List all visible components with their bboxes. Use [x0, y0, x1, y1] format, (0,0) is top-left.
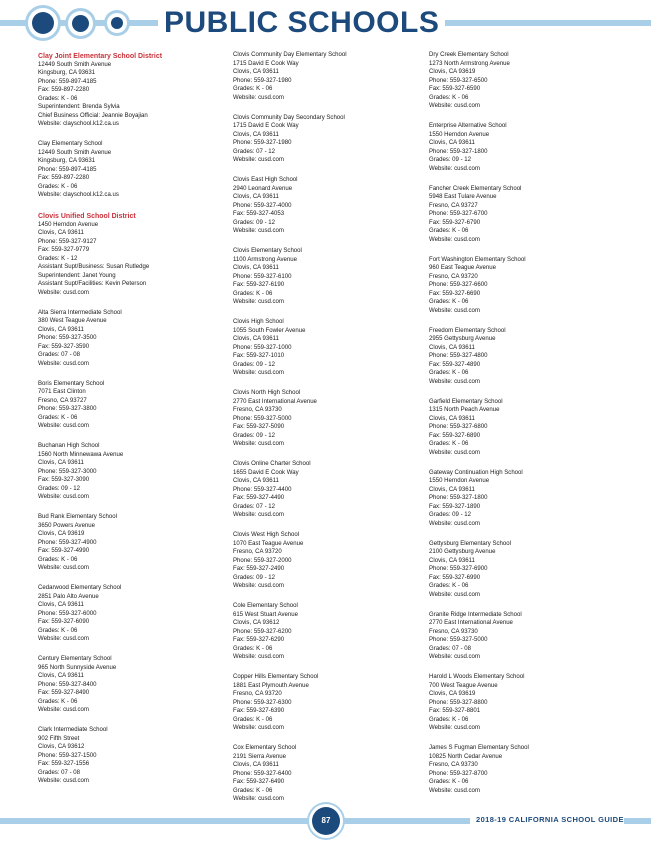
- school-name: Enterprise Alternative School: [429, 122, 507, 129]
- entry-detail-line: Phone: 559-327-9127: [38, 237, 97, 245]
- entry-detail-line: Fresno, CA 93730: [429, 761, 478, 768]
- entry-detail-line: Website: clayschool.k12.ca.us: [38, 120, 119, 127]
- entry-detail-line: Fax: 559-327-2490: [233, 565, 285, 572]
- entry-detail-line: Kingsburg, CA 93631: [38, 157, 96, 164]
- entry-detail-line: Fax: 559-327-6190: [233, 281, 285, 288]
- entry-detail-line: Fax: 559-897-2280: [38, 86, 90, 93]
- school-name: Clovis Elementary School: [233, 247, 302, 254]
- entry-detail-line: 700 West Teague Avenue: [429, 681, 498, 689]
- entry-detail-line: Fresno, CA 93730: [233, 406, 282, 413]
- entry-detail-line: 380 West Teague Avenue: [38, 317, 107, 324]
- entry-detail-line: Clovis, CA 93611: [233, 193, 279, 200]
- school-name: Clovis West High School: [233, 531, 300, 538]
- entry-detail-line: Phone: 559-327-6600: [429, 281, 488, 288]
- district-name: Clovis Unified School District: [38, 211, 136, 220]
- entry-detail-line: Phone: 559-327-4800: [429, 352, 488, 359]
- entry-detail-line: Phone: 559-327-5000: [233, 414, 292, 422]
- entry-detail-line: Clovis, CA 93611: [38, 459, 84, 466]
- entry-detail-line: Fax: 559-327-1010: [233, 352, 285, 359]
- entry-detail-line: Website: cusd.com: [429, 653, 480, 660]
- entry-detail-line: 1055 South Fowler Avenue: [233, 326, 306, 334]
- school-name: Alta Sierra Intermediate School: [38, 308, 122, 316]
- entry-detail-line: Website: cusd.com: [38, 359, 89, 367]
- entry-detail-line: Grades: K - 06: [233, 715, 273, 723]
- school-entry: [38, 140, 228, 200]
- school-entry: [233, 673, 423, 733]
- entry-detail-line: Superintendent: Janet Young: [38, 271, 116, 279]
- header-dot-large: [32, 12, 54, 34]
- entry-detail-line: Fax: 559-327-6090: [38, 618, 90, 625]
- school-name: Clovis Community Day Secondary School: [233, 113, 345, 121]
- entry-detail-line: Fax: 559-327-6690: [429, 289, 481, 297]
- entry-detail-line: Fresno, CA 93727: [38, 396, 87, 404]
- school-entry: [233, 114, 423, 165]
- entry-detail-line: Chief Business Official: Jeannie Boyajian: [38, 111, 148, 119]
- entry-detail-line: Grades: K - 06: [429, 778, 469, 785]
- district-name: Clay Joint Elementary School District: [38, 51, 163, 60]
- entry-detail-line: Website: cusd.com: [38, 564, 89, 571]
- entry-detail-line: Phone: 559-327-1800: [429, 147, 488, 155]
- entry-detail-line: Kingsburg, CA 93631: [38, 69, 96, 76]
- entry-detail-line: Phone: 559-327-1800: [429, 494, 488, 501]
- entry-detail-line: Website: cusd.com: [233, 227, 284, 234]
- entry-detail-line: Fax: 559-327-4990: [38, 547, 90, 554]
- entry-detail-line: Website: cusd.com: [38, 493, 89, 500]
- entry-detail-line: 965 North Sunnyside Avenue: [38, 663, 117, 671]
- entry-detail-line: 1550 Herndon Avenue: [429, 130, 490, 138]
- column-1: [38, 51, 228, 797]
- school-name: Cedarwood Elementary School: [38, 584, 122, 591]
- entry-detail-line: Fax: 559-327-3090: [38, 476, 90, 483]
- entry-detail-line: Phone: 559-327-2000: [233, 556, 292, 564]
- entry-detail-line: Website: cusd.com: [233, 511, 284, 518]
- school-name: Cox Elementary School: [233, 744, 297, 751]
- entry-detail-line: Clovis, CA 93611: [429, 556, 475, 564]
- school-name: Copper Hills Elementary School: [233, 673, 319, 680]
- entry-detail-line: Fax: 559-897-2280: [38, 174, 90, 181]
- entry-detail-line: 1100 Armstrong Avenue: [233, 255, 297, 263]
- school-name: Buchanan High School: [38, 442, 100, 449]
- entry-detail-line: Clovis, CA 93612: [233, 619, 280, 626]
- entry-detail-line: Phone: 559-327-6100: [233, 272, 292, 280]
- page-number: 87: [312, 807, 340, 835]
- entry-detail-line: Clovis, CA 93611: [38, 601, 84, 608]
- entry-detail-line: Fresno, CA 93727: [429, 201, 478, 209]
- school-entry: [233, 51, 423, 102]
- entry-detail-line: Clovis, CA 93612: [38, 743, 85, 750]
- footer-rule-right: [340, 818, 470, 824]
- guide-title: 2018-19 CALIFORNIA SCHOOL GUIDE: [476, 815, 624, 824]
- entry-detail-line: Website: cusd.com: [38, 422, 89, 429]
- entry-detail-line: Clovis, CA 93611: [38, 325, 84, 333]
- entry-detail-line: 1655 David E Cook Way: [233, 468, 299, 476]
- page-title: PUBLIC SCHOOLS: [158, 6, 445, 40]
- entry-detail-line: 615 West Stuart Avenue: [233, 610, 298, 618]
- entry-detail-line: Fax: 559-327-6790: [429, 218, 481, 226]
- column-2: [233, 51, 423, 815]
- entry-detail-line: Website: cusd.com: [38, 777, 89, 784]
- entry-detail-line: 1273 North Armstrong Avenue: [429, 59, 510, 67]
- entry-detail-line: 2770 East International Avenue: [233, 397, 317, 405]
- entry-detail-line: 1315 North Peach Avenue: [429, 406, 500, 413]
- entry-detail-line: Grades: K - 06: [38, 697, 78, 705]
- school-entry: [233, 176, 423, 236]
- school-entry: [38, 655, 228, 715]
- entry-detail-line: Phone: 559-327-6800: [429, 423, 488, 430]
- school-name: Fort Washington Elementary School: [429, 255, 526, 263]
- entry-detail-line: Phone: 559-327-1500: [38, 751, 97, 759]
- entry-detail-line: Website: cusd.com: [429, 235, 480, 243]
- entry-detail-line: Grades: K - 06: [38, 413, 78, 421]
- entry-detail-line: Fax: 559-327-8801: [429, 707, 481, 714]
- entry-detail-line: 12449 South Smith Avenue: [38, 148, 112, 156]
- school-entry: [429, 469, 619, 529]
- entry-detail-line: Fax: 559-327-6490: [233, 778, 285, 785]
- entry-detail-line: Fax: 559-327-9779: [38, 246, 90, 253]
- entry-detail-line: 1070 East Teague Avenue: [233, 539, 304, 547]
- entry-detail-line: Website: cusd.com: [233, 440, 284, 447]
- entry-detail-line: Fax: 559-327-6590: [429, 85, 481, 92]
- entry-detail-line: Grades: K - 06: [429, 93, 469, 101]
- school-entry: [429, 398, 619, 458]
- entry-detail-line: 1715 David E Cook Way: [233, 122, 299, 129]
- school-name: Gettysburg Elementary School: [429, 539, 511, 547]
- school-entry: [233, 318, 423, 378]
- school-entry: [233, 602, 423, 662]
- entry-detail-line: Website: cusd.com: [233, 156, 284, 163]
- school-name: Freedom Elementary School: [429, 326, 506, 334]
- school-entry: [233, 247, 423, 307]
- entry-detail-line: Website: cusd.com: [429, 786, 480, 794]
- entry-detail-line: 1881 East Plymouth Avenue: [233, 681, 309, 689]
- entry-detail-line: Fax: 559-327-6990: [429, 573, 481, 581]
- entry-detail-line: Grades: 07 - 08: [38, 768, 81, 776]
- entry-detail-line: 1715 David E Cook Way: [233, 59, 299, 67]
- school-name: Boris Elementary School: [38, 379, 105, 387]
- entry-detail-line: 10825 North Cedar Avenue: [429, 752, 503, 760]
- entry-detail-line: Website: cusd.com: [233, 582, 284, 589]
- entry-detail-line: Phone: 559-327-5000: [429, 636, 488, 643]
- school-entry: [38, 584, 228, 644]
- entry-detail-line: Website: cusd.com: [233, 298, 284, 305]
- school-entry: [38, 513, 228, 573]
- entry-detail-line: Fax: 559-327-5090: [233, 423, 285, 430]
- school-name: Clovis North High School: [233, 389, 301, 396]
- entry-detail-line: Grades: 09 - 12: [233, 218, 276, 226]
- school-name: Gateway Continuation High School: [429, 468, 523, 476]
- entry-detail-line: Grades: K - 06: [429, 227, 469, 234]
- entry-detail-line: Assistant Supt/Business: Susan Rutledge: [38, 263, 150, 270]
- entry-detail-line: Phone: 559-327-8700: [429, 769, 488, 777]
- entry-detail-line: Phone: 559-327-3000: [38, 467, 97, 475]
- entry-detail-line: 5948 East Tulare Avenue: [429, 193, 497, 200]
- entry-detail-line: Clovis, CA 93611: [233, 477, 279, 484]
- entry-detail-line: Website: cusd.com: [429, 306, 480, 314]
- entry-detail-line: Website: cusd.com: [429, 519, 480, 527]
- district-entry: [38, 211, 228, 297]
- entry-detail-line: Phone: 559-897-4185: [38, 77, 97, 85]
- entry-detail-line: Fax: 559-327-4053: [233, 210, 285, 217]
- entry-detail-line: Clovis, CA 93611: [233, 264, 279, 271]
- school-entry: [429, 327, 619, 387]
- school-entry: [38, 309, 228, 369]
- entry-detail-line: Grades: K - 06: [429, 369, 469, 376]
- entry-detail-line: 7071 East Clinton: [38, 388, 86, 395]
- entry-detail-line: Fax: 559-327-4490: [233, 494, 285, 501]
- school-name: Clovis High School: [233, 318, 284, 325]
- entry-detail-line: Website: cusd.com: [233, 369, 284, 376]
- school-name: Dry Creek Elementary School: [429, 51, 509, 58]
- entry-detail-line: Fax: 559-327-6290: [233, 636, 285, 643]
- school-entry: [429, 51, 619, 111]
- entry-detail-line: Phone: 559-897-4185: [38, 165, 97, 173]
- entry-detail-line: Phone: 559-327-6300: [233, 698, 292, 706]
- entry-detail-line: Website: cusd.com: [429, 102, 480, 109]
- school-entry: [429, 540, 619, 600]
- entry-detail-line: Fresno, CA 93730: [429, 627, 478, 635]
- entry-detail-line: Website: cusd.com: [233, 93, 284, 101]
- entry-detail-line: Clovis, CA 93611: [233, 68, 279, 75]
- entry-detail-line: Website: cusd.com: [233, 653, 284, 660]
- entry-detail-line: Phone: 559-327-6400: [233, 769, 292, 777]
- entry-detail-line: Website: cusd.com: [38, 706, 89, 713]
- school-name: Clovis East High School: [233, 176, 298, 183]
- entry-detail-line: Clovis, CA 93611: [429, 485, 475, 493]
- entry-detail-line: Grades: K - 06: [429, 298, 469, 305]
- entry-detail-line: Clovis, CA 93611: [233, 335, 279, 342]
- entry-detail-line: Clovis, CA 93611: [233, 761, 279, 768]
- entry-detail-line: Website: cusd.com: [429, 164, 480, 172]
- entry-detail-line: Grades: K - 06: [38, 182, 78, 190]
- school-name: Garfield Elementary School: [429, 397, 503, 405]
- entry-detail-line: Phone: 559-327-6200: [233, 627, 292, 635]
- entry-detail-line: Grades: K - 06: [38, 94, 78, 102]
- entry-detail-line: Clovis, CA 93611: [429, 343, 475, 351]
- entry-detail-line: Clovis, CA 93619: [429, 690, 476, 697]
- entry-detail-line: Fax: 559-327-6890: [429, 431, 481, 439]
- school-name: Century Elementary School: [38, 655, 112, 662]
- footer-rule-end: [624, 818, 651, 824]
- entry-detail-line: Grades: 09 - 12: [429, 156, 472, 163]
- entry-detail-line: Grades: 07 - 08: [429, 644, 472, 652]
- entry-detail-line: Website: cusd.com: [233, 724, 284, 731]
- school-entry: [233, 744, 423, 804]
- entry-detail-line: Clovis, CA 93611: [38, 672, 84, 679]
- school-entry: [233, 389, 423, 449]
- entry-detail-line: Phone: 559-327-4900: [38, 538, 97, 546]
- entry-detail-line: Website: cusd.com: [429, 377, 480, 385]
- entry-detail-line: Fax: 559-327-8490: [38, 689, 90, 696]
- entry-detail-line: Phone: 559-327-6000: [38, 609, 97, 617]
- column-3: [429, 51, 619, 807]
- entry-detail-line: Grades: K - 06: [233, 289, 273, 297]
- footer-rule-left: [0, 818, 312, 824]
- entry-detail-line: Clovis, CA 93619: [38, 530, 85, 537]
- school-entry: [429, 122, 619, 173]
- entry-detail-line: Phone: 559-327-6900: [429, 565, 488, 572]
- header-dot-small: [111, 17, 123, 29]
- entry-detail-line: Grades: 09 - 12: [429, 511, 472, 518]
- entry-detail-line: Clovis, CA 93611: [429, 139, 475, 146]
- school-entry: [38, 380, 228, 431]
- entry-detail-line: Grades: 09 - 12: [38, 484, 81, 492]
- entry-detail-line: Phone: 559-327-1000: [233, 343, 292, 351]
- entry-detail-line: Phone: 559-327-8400: [38, 680, 97, 688]
- entry-detail-line: Phone: 559-327-3500: [38, 334, 97, 341]
- entry-detail-line: Grades: K - 06: [233, 786, 273, 794]
- school-name: Cole Elementary School: [233, 602, 298, 609]
- entry-detail-line: 3650 Powers Avenue: [38, 521, 96, 529]
- school-name: Granite Ridge Intermediate School: [429, 610, 522, 618]
- entry-detail-line: Grades: 07 - 12: [233, 502, 276, 510]
- school-entry: [38, 442, 228, 502]
- entry-detail-line: Grades: K - 06: [38, 626, 78, 634]
- entry-detail-line: Phone: 559-327-4400: [233, 485, 292, 493]
- entry-detail-line: Website: cusd.com: [429, 724, 480, 731]
- entry-detail-line: Fax: 559-327-4890: [429, 360, 481, 368]
- entry-detail-line: Phone: 559-327-1980: [233, 139, 292, 146]
- school-name: Clay Elementary School: [38, 140, 103, 147]
- entry-detail-line: 2940 Leonard Avenue: [233, 184, 293, 192]
- header-dot-medium: [72, 15, 89, 32]
- entry-detail-line: Website: cusd.com: [38, 635, 89, 642]
- school-entry: [429, 611, 619, 662]
- school-name: Bud Rank Elementary School: [38, 513, 117, 520]
- school-entry: [233, 460, 423, 520]
- entry-detail-line: Assistant Supt/Facilities: Kevin Peterson: [38, 280, 147, 287]
- entry-detail-line: Website: cusd.com: [429, 448, 480, 456]
- entry-detail-line: Phone: 559-327-4000: [233, 201, 292, 209]
- entry-detail-line: 2851 Palo Alto Avenue: [38, 592, 99, 600]
- entry-detail-line: Phone: 559-327-6700: [429, 210, 488, 217]
- entry-detail-line: 2955 Gettysburg Avenue: [429, 335, 496, 342]
- entry-detail-line: Fax: 559-327-1556: [38, 760, 90, 767]
- school-name: Clovis Online Charter School: [233, 460, 311, 467]
- school-entry: [38, 726, 228, 786]
- entry-detail-line: Grades: K - 06: [429, 440, 469, 447]
- entry-detail-line: Website: cusd.com: [233, 795, 284, 802]
- entry-detail-line: Clovis, CA 93611: [233, 130, 279, 138]
- entry-detail-line: Grades: 09 - 12: [233, 431, 276, 439]
- entry-detail-line: Grades: K - 06: [38, 555, 78, 563]
- entry-detail-line: 2770 East International Avenue: [429, 619, 513, 626]
- school-name: James S Fugman Elementary School: [429, 744, 529, 751]
- entry-detail-line: Fax: 559-327-3590: [38, 342, 90, 350]
- entry-detail-line: Fresno, CA 93720: [429, 272, 478, 280]
- entry-detail-line: Clovis, CA 93619: [429, 68, 476, 75]
- entry-detail-line: Superintendent: Brenda Sylvia: [38, 103, 120, 110]
- entry-detail-line: 2191 Sierra Avenue: [233, 752, 286, 760]
- entry-detail-line: 1550 Herndon Avenue: [429, 477, 490, 484]
- school-entry: [429, 185, 619, 245]
- school-entry: [429, 744, 619, 795]
- entry-detail-line: Website: clayschool.k12.ca.us: [38, 191, 119, 198]
- entry-detail-line: 1450 Herndon Avenue: [38, 220, 99, 228]
- entry-detail-line: Phone: 559-327-1980: [233, 76, 292, 84]
- entry-detail-line: Grades: K - 12: [38, 254, 78, 262]
- entry-detail-line: Grades: 07 - 12: [233, 147, 276, 155]
- entry-detail-line: 2100 Gettysburg Avenue: [429, 548, 496, 555]
- entry-detail-line: Fresno, CA 93720: [233, 690, 282, 697]
- entry-detail-line: Website: cusd.com: [429, 590, 480, 598]
- entry-detail-line: Phone: 559-327-8800: [429, 698, 488, 706]
- entry-detail-line: 12449 South Smith Avenue: [38, 60, 112, 68]
- entry-detail-line: Clovis, CA 93611: [429, 414, 475, 422]
- entry-detail-line: Fresno, CA 93720: [233, 548, 282, 555]
- school-name: Clovis Community Day Elementary School: [233, 51, 347, 58]
- entry-detail-line: 960 East Teague Avenue: [429, 264, 497, 271]
- school-name: Harold L Woods Elementary School: [429, 673, 525, 680]
- entry-detail-line: 902 Fifth Street: [38, 734, 80, 742]
- entry-detail-line: Fax: 559-327-6390: [233, 707, 285, 714]
- entry-detail-line: Phone: 559-327-6500: [429, 76, 488, 84]
- entry-detail-line: Grades: 09 - 12: [233, 573, 276, 581]
- school-entry: [233, 531, 423, 591]
- entry-detail-line: Grades: K - 06: [429, 715, 469, 723]
- entry-detail-line: Clovis, CA 93611: [38, 229, 84, 236]
- entry-detail-line: 1560 North Minnewawa Avenue: [38, 450, 124, 458]
- entry-detail-line: Phone: 559-327-3800: [38, 405, 97, 412]
- entry-detail-line: Fax: 559-327-1890: [429, 502, 481, 510]
- school-entry: [429, 673, 619, 733]
- entry-detail-line: Grades: 07 - 08: [38, 351, 81, 358]
- entry-detail-line: Grades: 09 - 12: [233, 360, 276, 368]
- entry-detail-line: Grades: K - 06: [233, 85, 273, 92]
- school-name: Fancher Creek Elementary School: [429, 184, 522, 192]
- district-entry: [38, 51, 228, 129]
- school-name: Clark Intermediate School: [38, 726, 108, 733]
- entry-detail-line: Grades: K - 06: [233, 644, 273, 652]
- entry-detail-line: Website: cusd.com: [38, 288, 89, 296]
- school-entry: [429, 256, 619, 316]
- entry-detail-line: Grades: K - 06: [429, 582, 469, 589]
